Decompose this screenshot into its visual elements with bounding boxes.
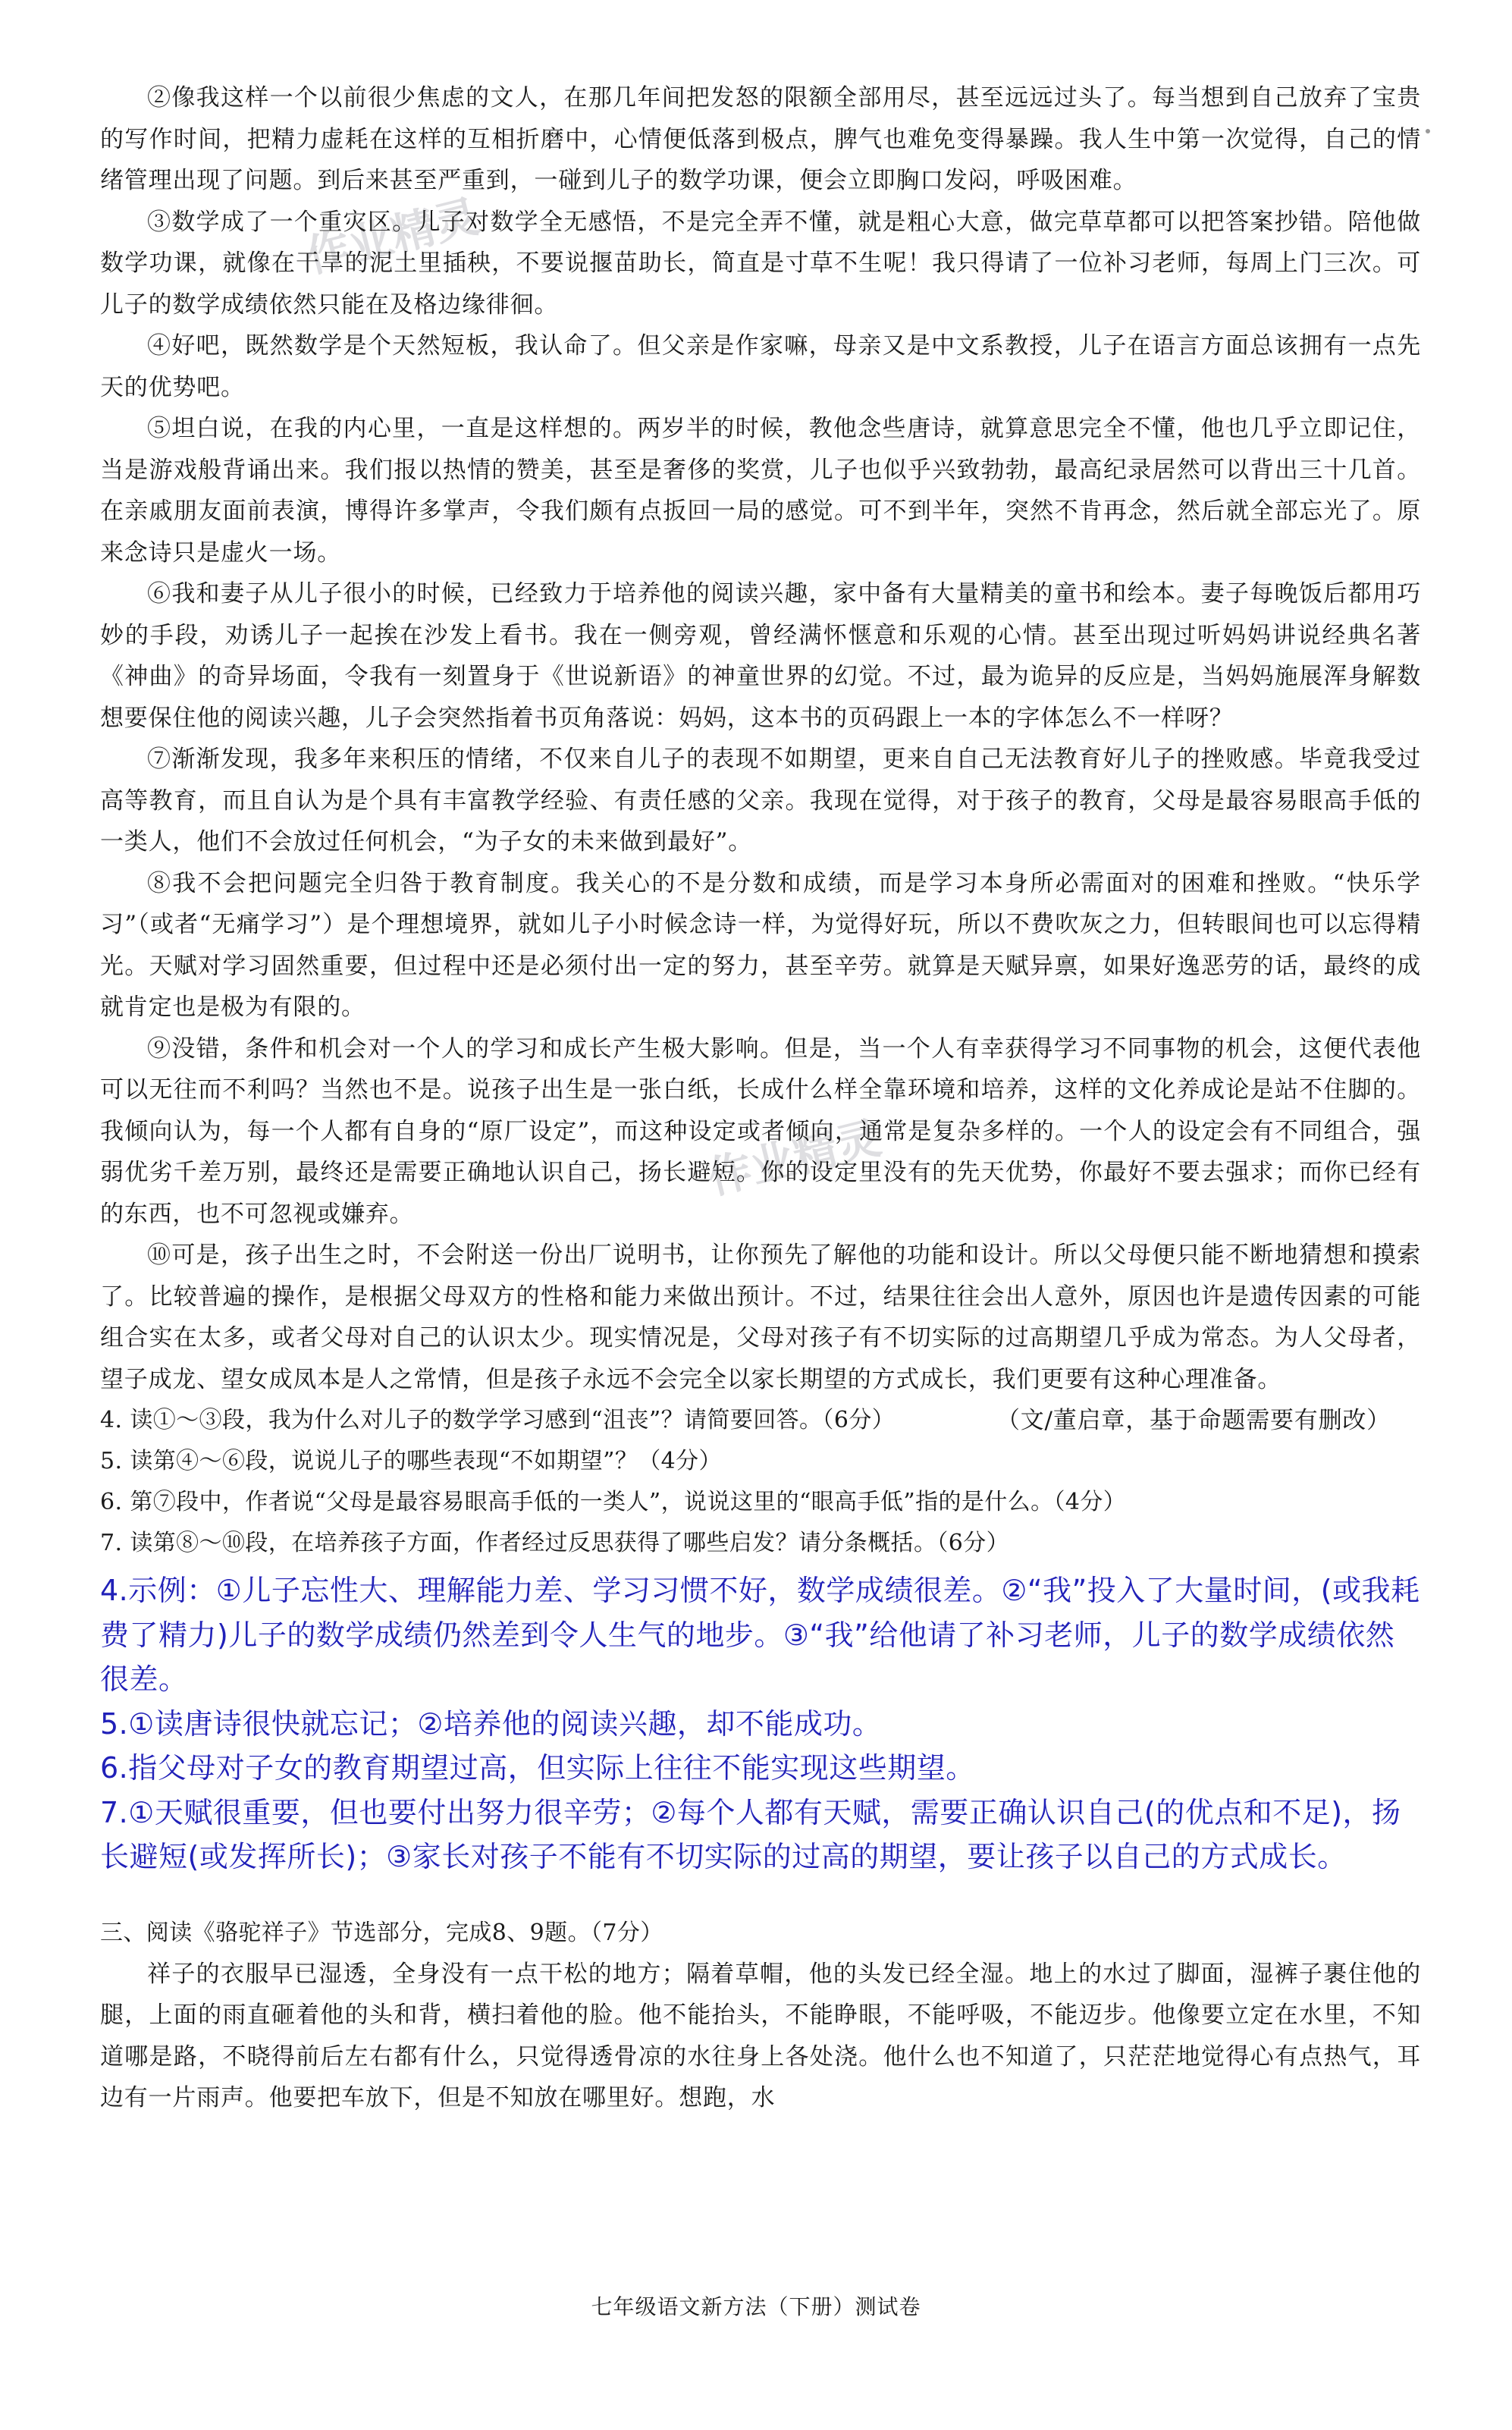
paragraph-10-text: ⑩可是，孩子出生之时，不会附送一份出厂说明书，让你预先了解他的功能和设计。所以父母便只能不断地猜想和摸索了。比较普遍的操作，是根据父母双方的性格和能力来做出预计。不过，结果往往会出人意外，原因也许是遗传因素的可能组合实在太多，或者父母对自己的认识太少。现实情况是，父母对孩子有不切实际的过高期望几乎成为常态。为人父母者，望子成龙、望女成凤本是人之常情，但是孩子永远不会完全以家长期望的方式成长，我们更要有这种心理准备。 [100,1242,1421,1393]
watermark-2: 作业精灵 [702,1111,886,1204]
paragraph-8: ⑧我不会把问题完全归咎于教育制度。我关心的不是分数和成绩，而是学习本身所必需面对的困难和挫败。“快乐学习”（或者“无痛学习”）是个理想境界，就如儿子小时候念诗一样，为觉得好玩，所以不费吹灰之力，但转眼间也可以忘得精光。天赋对学习固然重要，但过程中还是必须付出一定的努力，甚至辛劳。就算是天赋异禀，如果好逸恶劳的话，最终的成就肯定也是极为有限的。 [100,869,1421,1021]
question-6: 6. 第⑦段中，作者说“父母是最容易眼高手低的一类人”，说说这里的“眼高手低”指的是什么。（4分） [100,1489,1127,1515]
question-5: 5. 读第④～⑥段，说说儿子的哪些表现“不如期望”？（4分） [100,1448,722,1474]
paragraph-3: ③数学成了一个重灾区。儿子对数学全无感悟，不是完全弄不懂，就是粗心大意，做完草草都可以把答案抄错。陪他做数学功课，就像在干旱的泥土里插秧，不要说揠苗助长，简直是寸草不生呢！我只得请了一位补习老师，每周上门三次。可儿子的数学成绩依然只能在及格边缘徘徊。 [100,208,1421,319]
paragraph-2: ②像我这样一个以前很少焦虑的文人，在那几年间把发怒的限额全部用尽，甚至远远过头了。每当想到自己放弃了宝贵的写作时间，把精力虚耗在这样的互相折磨中，心情便低落到极点，脾气也难免变得暴躁。我人生中第一次觉得，自己的情绪管理出现了问题。到后来甚至严重到，一碰到儿子的数学功课，便会立即胸口发闷，呼吸困难。 [100,84,1421,194]
paragraph-6: ⑥我和妻子从儿子很小的时候，已经致力于培养他的阅读兴趣，家中备有大量精美的童书和绘本。妻子每晚饭后都用巧妙的手段，劝诱儿子一起挨在沙发上看书。我在一侧旁观，曾经满怀惬意和乐观的心情。甚至出现过听妈妈讲说经典名著《神曲》的奇异场面，令我有一刻置身于《世说新语》的神童世界的幻觉。不过，最为诡异的反应是，当妈妈施展浑身解数想要保住他的阅读兴趣，儿子会突然指着书页角落说：妈妈，这本书的页码跟上一本的字体怎么不一样呀？ [100,580,1421,732]
answer-key [100,1568,1421,1879]
source-note: （文/董启章，基于命题需要有删改） [996,1407,1391,1434]
section-three [100,1913,1421,2119]
scan-dot [1426,129,1430,133]
paragraph-5: ⑤坦白说，在我的内心里，一直是这样想的。两岁半的时候，教他念些唐诗，就算意思完全不懂，他也几乎立即记住，当是游戏般背诵出来。我们报以热情的赞美，甚至是奢侈的奖赏，儿子也似乎兴致勃勃，最高纪录居然可以背出三十几首。在亲戚朋友面前表演，博得许多掌声，令我们颇有点扳回一局的感觉。可不到半年，突然不肯再念，然后就全部忘光了。原来念诗只是虚火一场。 [100,415,1421,567]
paragraph-7: ⑦渐渐发现，我多年来积压的情绪，不仅来自儿子的表现不如期望，更来自自己无法教育好儿子的挫败感。毕竟我受过高等教育，而且自认为是个具有丰富教学经验、有责任感的父亲。我现在觉得，对于孩子的教育，父母是最容易眼高手低的一类人，他们不会放过任何机会，“为子女的未来做到最好”。 [100,746,1421,856]
answer-5: 5.①读唐诗很快就忘记；②培养他的阅读兴趣，却不能成功。 [100,1706,882,1741]
question-4: 4. 读①～③段，我为什么对儿子的数学学习感到“沮丧”？请简要回答。（6分） [100,1407,896,1433]
answer-6: 6.指父母对子女的教育期望过高，但实际上往往不能实现这些期望。 [100,1751,975,1785]
section-three-heading: 三、阅读《骆驼祥子》节选部分，完成8、9题。（7分） [100,1919,663,1946]
question-7: 7. 读第⑧～⑩段，在培养孩子方面，作者经过反思获得了哪些启发？请分条概括。（6分） [100,1530,1010,1556]
page-footer: 七年级语文新方法（下册）测试卷 [591,2294,921,2319]
exam-content [100,77,1421,2119]
section-three-excerpt: 祥子的衣服早已湿透，全身没有一点干松的地方；隔着草帽，他的头发已经全湿。地上的水过了脚面，湿裤子裹住他的腿，上面的雨直砸着他的头和背，横扫着他的脸。他不能抬头，不能睁眼，不能呼吸，不能迈步。他像要立定在水里，不知道哪是路，不晓得前后左右都有什么，只觉得透骨凉的水往身上各处浇。他什么也不知道了，只茫茫地觉得心有点热气，耳边有一片雨声。他要把车放下，但是不知放在哪里好。想跑，水 [100,1960,1421,2111]
answer-7: 7.①天赋很重要，但也要付出努力很辛劳；②每个人都有天赋，需要正确认识自己(的优点和不足)，扬长避短(或发挥所长)；③家长对孩子不能有不切实际的过高的期望，要让孩子以自己的方式成长。 [100,1795,1401,1873]
answer-4: 4.示例：①儿子忘性大、理解能力差、学习习惯不好，数学成绩很差。②“我”投入了大量时间，(或我耗费了精力)儿子的数学成绩仍然差到令人生气的地步。③“我”给他请了补习老师，儿子的数学成绩依然很差。 [100,1574,1420,1696]
watermark-1: 作业精灵 [300,190,485,283]
paragraph-9: ⑨没错，条件和机会对一个人的学习和成长产生极大影响。但是，当一个人有幸获得学习不同事物的机会，这便代表他可以无往而不利吗？当然也不是。说孩子出生是一张白纸，长成什么样全靠环境和培养，这样的文化养成论是站不住脚的。我倾向认为，每一个人都有自身的“原厂设定”，而这种设定或者倾向，通常是复杂多样的。一个人的设定会有不同组合，强弱优劣千差万别，最终还是需要正确地认识自己，扬长避短。你的设定里没有的先天优势，你最好不要去强求；而你已经有的东西，也不可忽视或嫌弃。 [100,1034,1421,1228]
paragraph-4: ④好吧，既然数学是个天然短板，我认命了。但父亲是作家嘛，母亲又是中文系教授，儿子在语言方面总该拥有一点先天的优势吧。 [100,332,1421,401]
